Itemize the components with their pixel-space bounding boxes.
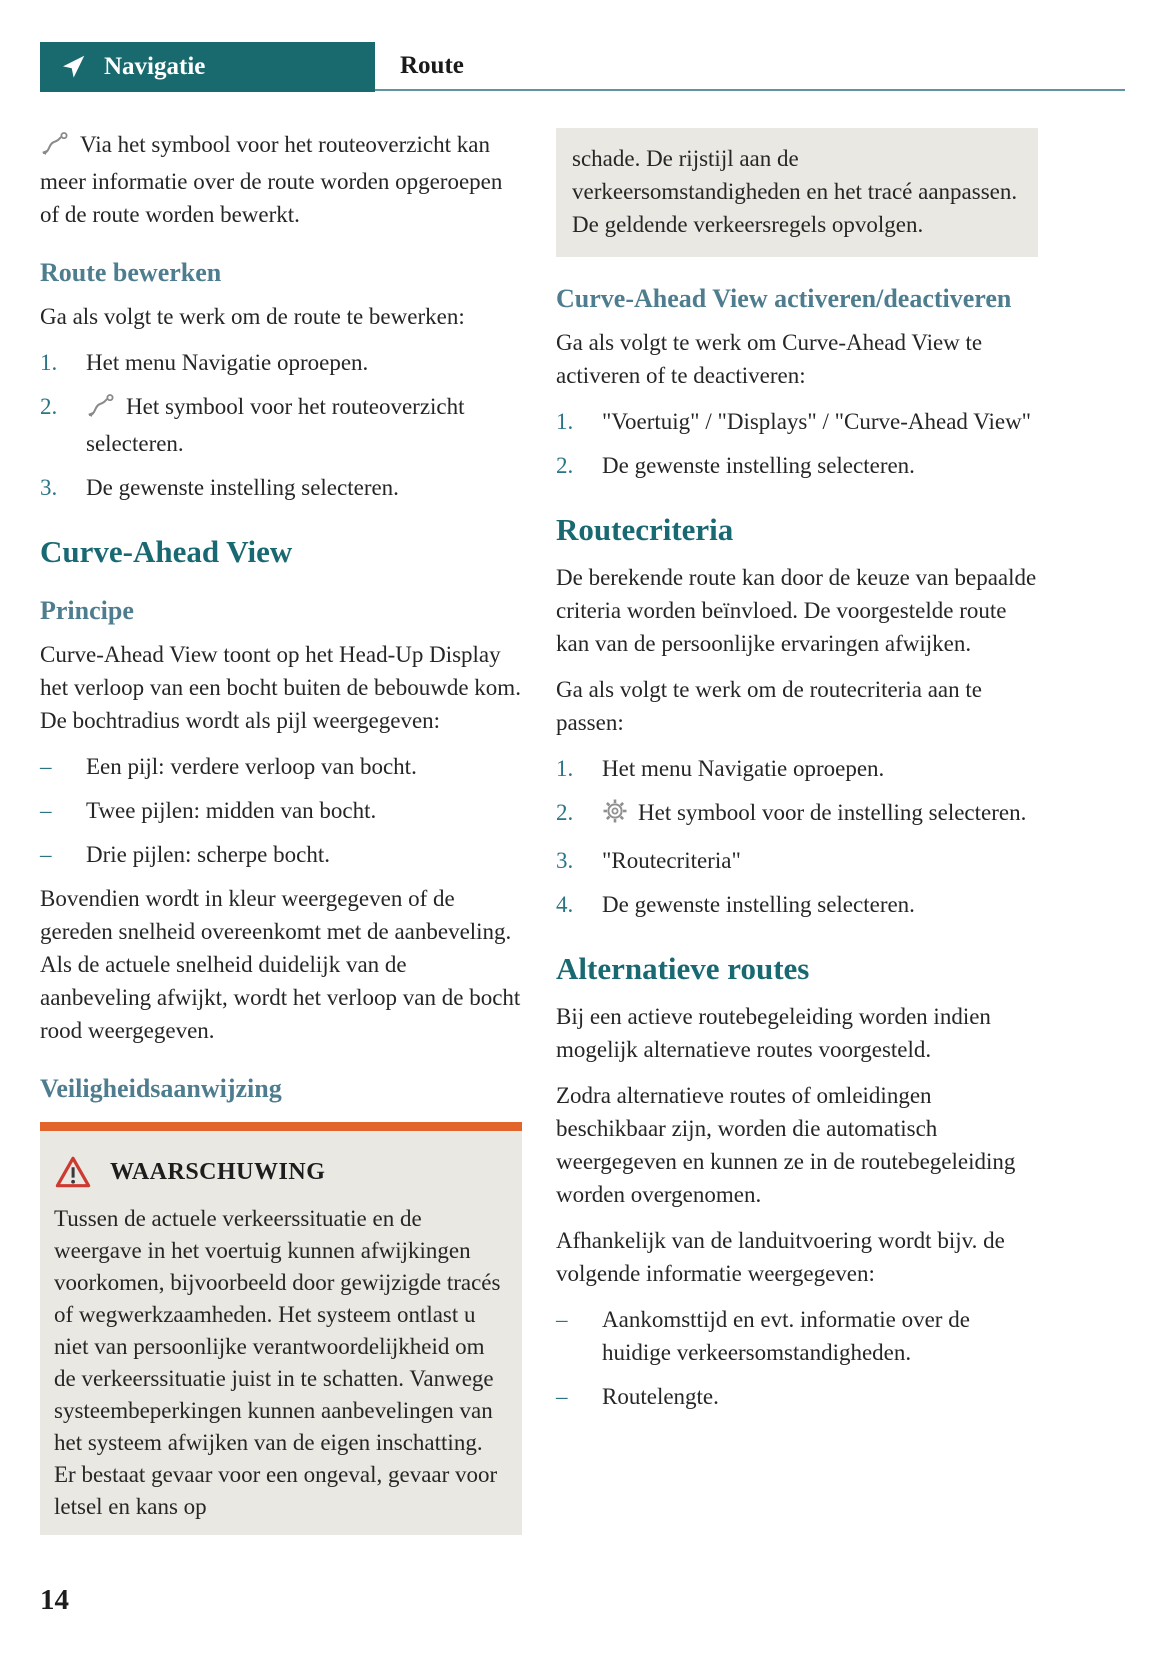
curve-color-paragraph: Bovendien wordt in kleur weergegeven of de gereden snelheid overeenkomt met de aanbeveling. Als de actuele snelheid duidelijk van de aanbeveling afwijkt, wordt het verloop van de bocht rood weergegeven.	[40, 886, 521, 1043]
heading-routecriteria: Routecriteria	[556, 512, 734, 547]
heading-veiligheidsaanwijzing: Veiligheidsaanwijzing	[40, 1074, 282, 1103]
route-overview-icon	[86, 394, 116, 427]
chapter-tab-label: Navigatie	[104, 53, 206, 80]
header-rule	[375, 89, 1125, 91]
step-text: Het menu Navigatie oproepen.	[602, 756, 885, 781]
warning-continuation-text: schade. De rijstijl aan de verkeersomstandigheden en het tracé aanpassen. De geldende verkeersregels opvolgen.	[572, 146, 1018, 237]
list-item	[556, 888, 1038, 921]
page-number: 14	[40, 1584, 69, 1616]
step-text: De gewenste instelling selecteren.	[602, 892, 915, 917]
left-column	[40, 128, 522, 1535]
warning-triangle-icon	[54, 1155, 92, 1189]
list-item	[40, 794, 522, 827]
right-column	[556, 128, 1038, 1424]
step-number: 4.	[556, 892, 574, 917]
alternatieve-paragraph-2: Zodra alternatieve routes of omleidingen beschikbaar zijn, worden die automatisch weergegeven en kunnen ze in de routebegeleiding worden overgenomen.	[556, 1083, 1016, 1207]
step-number: 2.	[40, 394, 58, 419]
heading-curve-ahead-activeren: Curve-Ahead View activeren/deactiveren	[556, 284, 1012, 313]
heading-curve-ahead-view: Curve-Ahead View	[40, 534, 293, 569]
list-item	[40, 346, 522, 379]
activeren-intro: Ga als volgt te werk om Curve-Ahead View te activeren of te deactiveren:	[556, 330, 983, 388]
warning-box-top-bar	[40, 1122, 522, 1131]
heading-route-bewerken: Route bewerken	[40, 258, 222, 287]
step-number: 1.	[556, 756, 574, 781]
list-item	[556, 752, 1038, 785]
heading-alternatieve-routes: Alternatieve routes	[556, 951, 810, 986]
warning-continuation-box	[556, 128, 1038, 257]
gear-icon	[602, 798, 628, 833]
list-item	[556, 449, 1038, 482]
step-number: 2.	[556, 800, 574, 825]
warning-box-body	[40, 1131, 522, 1535]
step-number: 3.	[556, 848, 574, 873]
step-text-inner: Het symbool voor de instelling selecteren.	[638, 800, 1027, 825]
step-text-inner: Het symbool voor het routeoverzicht selecteren.	[86, 394, 465, 456]
list-item	[556, 405, 1038, 438]
navigation-arrow-icon	[58, 52, 88, 82]
warning-box	[40, 1122, 522, 1535]
bullet-text: Een pijl: verdere verloop van bocht.	[86, 754, 417, 779]
bullet-text: Aankomsttijd en evt. informatie over de huidige verkeersomstandigheden.	[602, 1307, 970, 1365]
principe-paragraph: Curve-Ahead View toont op het Head-Up Display het verloop van een bocht buiten de bebouwde kom. De bochtradius wordt als pijl weergegeven:	[40, 642, 521, 733]
alternatieve-paragraph-3: Afhankelijk van de landuitvoering wordt bijv. de volgende informatie weergegeven:	[556, 1228, 1005, 1286]
routecriteria-paragraph-1: De berekende route kan door de keuze van bepaalde criteria worden beïnvloed. De voorgestelde route kan van de persoonlijke ervaringen afwijken.	[556, 565, 1037, 656]
list-item	[40, 471, 522, 504]
list-item	[40, 750, 522, 783]
step-text: "Routecriteria"	[602, 848, 741, 873]
bullet-text: Twee pijlen: midden van bocht.	[86, 798, 377, 823]
alternatieve-paragraph-1: Bij een actieve routebegeleiding worden indien mogelijk alternatieve routes voorgesteld.	[556, 1004, 991, 1062]
warning-title: WAARSCHUWING	[110, 1158, 326, 1185]
bullet-text: Drie pijlen: scherpe bocht.	[86, 842, 330, 867]
list-item	[40, 838, 522, 871]
step-number: 1.	[40, 350, 58, 375]
routecriteria-paragraph-2: Ga als volgt te werk om de routecriteria aan te passen:	[556, 677, 982, 735]
route-bewerken-intro: Ga als volgt te werk om de route te bewerken:	[40, 304, 465, 329]
bullet-dash: –	[40, 754, 52, 779]
list-item	[556, 844, 1038, 877]
step-number: 2.	[556, 453, 574, 478]
list-item	[556, 796, 1038, 833]
step-number: 1.	[556, 409, 574, 434]
page-title: Route	[400, 52, 464, 79]
bullet-dash: –	[556, 1384, 568, 1409]
chapter-tab	[40, 42, 375, 92]
step-text: "Voertuig" / "Displays" / "Curve-Ahead View"	[602, 409, 1032, 434]
step-text	[86, 390, 522, 460]
heading-principe: Principe	[40, 596, 134, 625]
list-item	[556, 1380, 1038, 1413]
list-item	[556, 1303, 1038, 1369]
route-overview-icon	[40, 132, 70, 165]
bullet-text: Routelengte.	[602, 1384, 719, 1409]
intro-paragraph	[40, 128, 522, 231]
step-text	[602, 796, 1038, 833]
intro-text: Via het symbool voor het routeoverzicht kan meer informatie over de route worden opgeroepen of de route worden bewerkt.	[40, 132, 503, 227]
step-number: 3.	[40, 475, 58, 500]
warning-text: Tussen de actuele verkeerssituatie en de weergave in het voertuig kunnen afwijkingen voorkomen, bijvoorbeeld door gewijzigde tracés of wegwerkzaamheden. Het systeem ontlast u niet van persoonlijke verantwoordelijkheid om de verkeerssituatie juist in te schatten. Vanwege systeembeperkingen kunnen aanbevelingen van het systeem afwijken van de eigen inschatting. Er bestaat gevaar voor een ongeval, gevaar voor letsel en kans op	[54, 1206, 501, 1519]
bullet-dash: –	[40, 798, 52, 823]
list-item	[40, 390, 522, 460]
bullet-dash: –	[40, 842, 52, 867]
step-text: Het menu Navigatie oproepen.	[86, 350, 369, 375]
step-text: De gewenste instelling selecteren.	[602, 453, 915, 478]
bullet-dash: –	[556, 1307, 568, 1332]
step-text: De gewenste instelling selecteren.	[86, 475, 399, 500]
